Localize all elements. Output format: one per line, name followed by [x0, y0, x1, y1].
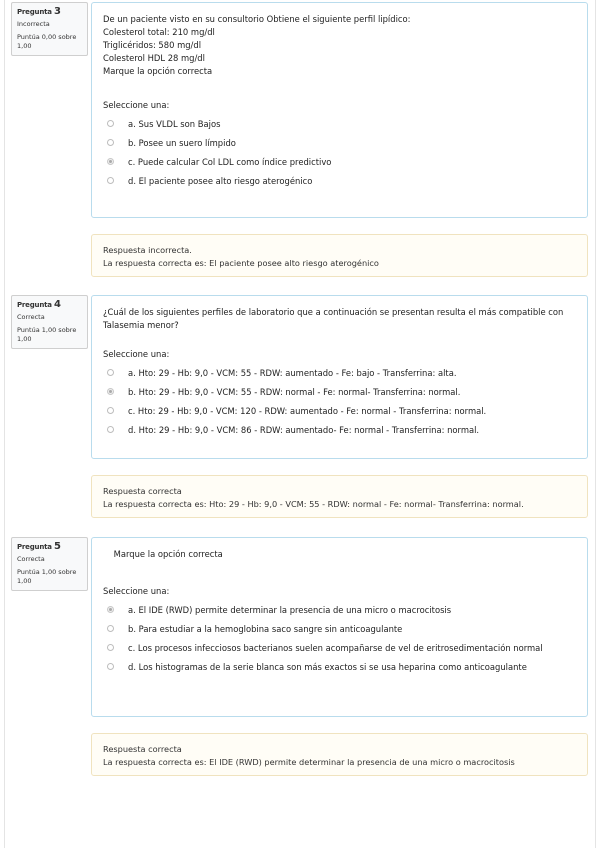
radio-button[interactable]: [107, 407, 114, 414]
answer-option[interactable]: c. Hto: 29 - Hb: 9,0 - VCM: 120 - RDW: aumentado - Fe: normal - Transferrina: normal.: [107, 402, 576, 421]
radio-button[interactable]: [107, 139, 114, 146]
answer-option[interactable]: d. El paciente posee alto riesgo aterogénico: [107, 172, 576, 191]
answer-option[interactable]: b. Hto: 29 - Hb: 9,0 - VCM: 55 - RDW: normal - Fe: normal- Transferrina: normal.: [107, 383, 576, 402]
radio-button-selected[interactable]: [107, 606, 114, 613]
question-grade: Puntúa 1,00 sobre 1,00: [17, 326, 77, 343]
feedback-box-3: Respuesta incorrecta. La respuesta correcta es: El paciente posee alto riesgo aterogénico: [91, 234, 588, 277]
radio-button[interactable]: [107, 644, 114, 651]
question-formulation-3: [91, 2, 588, 218]
radio-button[interactable]: [107, 625, 114, 632]
select-prompt: Seleccione una:: [103, 586, 170, 596]
question-number: Pregunta 3: [17, 6, 61, 17]
radio-button[interactable]: [107, 120, 114, 127]
question-info-4: [11, 295, 88, 349]
question-number: Pregunta 4: [17, 299, 61, 310]
question-text: ¿Cuál de los siguientes perfiles de laboratorio que a continuación se presentan resulta el más compatible con Talasemia menor?: [103, 307, 566, 330]
radio-button[interactable]: [107, 177, 114, 184]
question-info-3: [11, 2, 88, 56]
answer-option[interactable]: c. Los procesos infecciosos bacterianos suelen acompañarse de vel de eritrosedimentación normal: [107, 639, 576, 658]
answer-option[interactable]: b. Para estudiar a la hemoglobina saco sangre sin anticoagulante: [107, 620, 576, 639]
feedback-box-5: Respuesta correcta La respuesta correcta es: El IDE (RWD) permite determinar la presencia de una micro o macrocitosis: [91, 733, 588, 776]
answer-option[interactable]: a. Hto: 29 - Hb: 9,0 - VCM: 55 - RDW: aumentado - Fe: bajo - Transferrina: alta.: [107, 364, 576, 383]
question-info-5: [11, 537, 88, 591]
answer-option[interactable]: d. Los histogramas de la serie blanca son más exactos si se usa heparina como anticoagulante: [107, 658, 576, 677]
answer-option[interactable]: a. Sus VLDL son Bajos: [107, 115, 576, 134]
answer-option[interactable]: a. El IDE (RWD) permite determinar la presencia de una micro o macrocitosis: [107, 601, 576, 620]
question-text: Marque la opción correcta: [103, 549, 223, 559]
question-grade: Puntúa 0,00 sobre 1,00: [17, 33, 77, 50]
question-grade: Puntúa 1,00 sobre 1,00: [17, 568, 77, 585]
answer-option[interactable]: c. Puede calcular Col LDL como índice predictivo: [107, 153, 576, 172]
select-prompt: Seleccione una:: [103, 100, 170, 110]
radio-button-selected[interactable]: [107, 388, 114, 395]
question-text: De un paciente visto en su consultorio Obtiene el siguiente perfil lipídico: Colesterol total: 210 mg/dl Triglicéridos: 580 mg/dl Colesterol HDL 28 mg/dl Marque la opción correcta: [103, 14, 411, 76]
radio-button[interactable]: [107, 663, 114, 670]
radio-button[interactable]: [107, 426, 114, 433]
question-state: Incorrecta: [17, 20, 50, 28]
radio-button[interactable]: [107, 369, 114, 376]
select-prompt: Seleccione una:: [103, 349, 170, 359]
question-state: Correcta: [17, 555, 45, 563]
question-state: Correcta: [17, 313, 45, 321]
answer-option[interactable]: b. Posee un suero límpido: [107, 134, 576, 153]
answer-option[interactable]: d. Hto: 29 - Hb: 9,0 - VCM: 86 - RDW: aumentado- Fe: normal - Transferrina: normal.: [107, 421, 576, 440]
question-formulation-4: [91, 295, 588, 459]
question-formulation-5: [91, 537, 588, 717]
question-number: Pregunta 5: [17, 541, 61, 552]
radio-button-selected[interactable]: [107, 158, 114, 165]
feedback-box-4: Respuesta correcta La respuesta correcta es: Hto: 29 - Hb: 9,0 - VCM: 55 - RDW: normal - Fe: normal- Transferrina: normal.: [91, 475, 588, 518]
